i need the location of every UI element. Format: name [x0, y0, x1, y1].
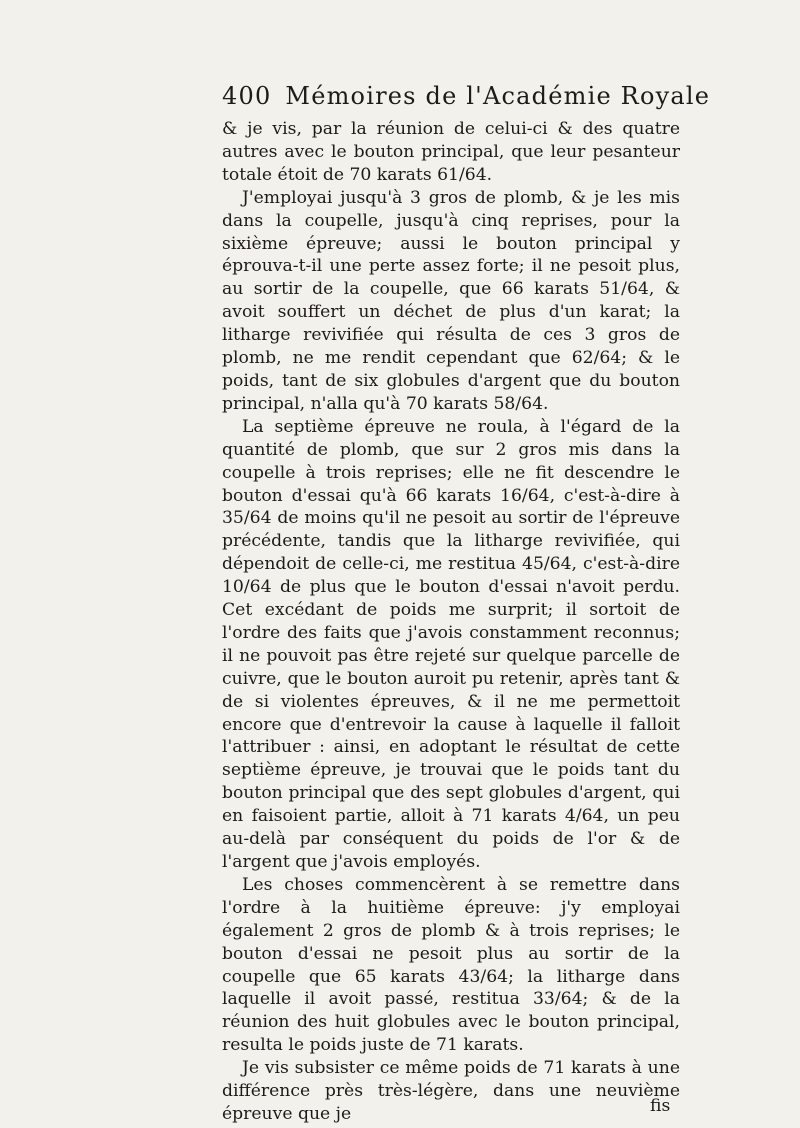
- body-text: [222, 118, 680, 1126]
- paragraph: J'employai jusqu'à 3 gros de plomb, & je les mis dans la coupelle, jusqu'à cinq reprises, pour la sixième épreuve; aussi le bouton principal y éprouva-t-il une perte assez forte; il ne pesoit plus, au sortir de la coupelle, que 66 karats 51/64, & avoit souffert un déchet de plus d'un karat; la litharge revivifiée qui résulta de ces 3 gros de plomb, ne me rendit cependant que 62/64; & le poids, tant de six globules d'argent que du bouton principal, n'alla qu'à 70 karats 58/64.: [222, 187, 680, 414]
- paragraph: & je vis, par la réunion de celui-ci & des quatre autres avec le bouton principal, que leur pesanteur totale étoit de 70 karats 61/64.: [222, 119, 680, 185]
- catchword: fis: [650, 1096, 671, 1116]
- running-title: Mémoires de l'Académie Royale: [285, 82, 711, 110]
- page-number: 400: [222, 82, 272, 110]
- running-header: [222, 82, 711, 110]
- paragraph: La septième épreuve ne roula, à l'égard de la quantité de plomb, que sur 2 gros mis dans la coupelle à trois reprises; elle ne fit descendre le bouton d'essai qu'à 66 karats 16/64, c'est-à-dire à 35/64 de moins qu'il ne pesoit au sortir de l'épreuve précédente, tandis que la litharge revivifiée, qui dépendoit de celle-ci, me restitua 45/64, c'est-à-dire 10/64 de plus que le bouton d'essai n'avoit perdu. Cet excédant de poids me surprit; il sortoit de l'ordre des faits que j'avois constamment reconnus; il ne pouvoit pas être rejeté sur quelque parcelle de cuivre, que le bouton auroit pu retenir, après tant & de si violentes épreuves, & il ne me permettoit encore que d'entrevoir la cause à laquelle il falloit l'attribuer : ainsi, en adoptant le résultat de cette septième épreuve, je trouvai que le poids tant du bouton principal que des sept globules d'argent, qui en faisoient partie, alloit à 71 karats 4/64, un peu au-delà par conséquent du poids de l'or & de l'argent que j'avois employés.: [222, 416, 680, 872]
- paragraph: Les choses commencèrent à se remettre dans l'ordre à la huitième épreuve: j'y employai également 2 gros de plomb & à trois reprises; le bouton d'essai ne pesoit plus au sortir de la coupelle que 65 karats 43/64; la litharge dans laquelle il avoit passé, restitua 33/64; & de la réunion des huit globules avec le bouton principal, resulta le poids juste de 71 karats.: [222, 874, 680, 1056]
- paragraph: Je vis subsister ce même poids de 71 karats à une différence près très-légère, dans une neuvième épreuve que je: [222, 1058, 680, 1124]
